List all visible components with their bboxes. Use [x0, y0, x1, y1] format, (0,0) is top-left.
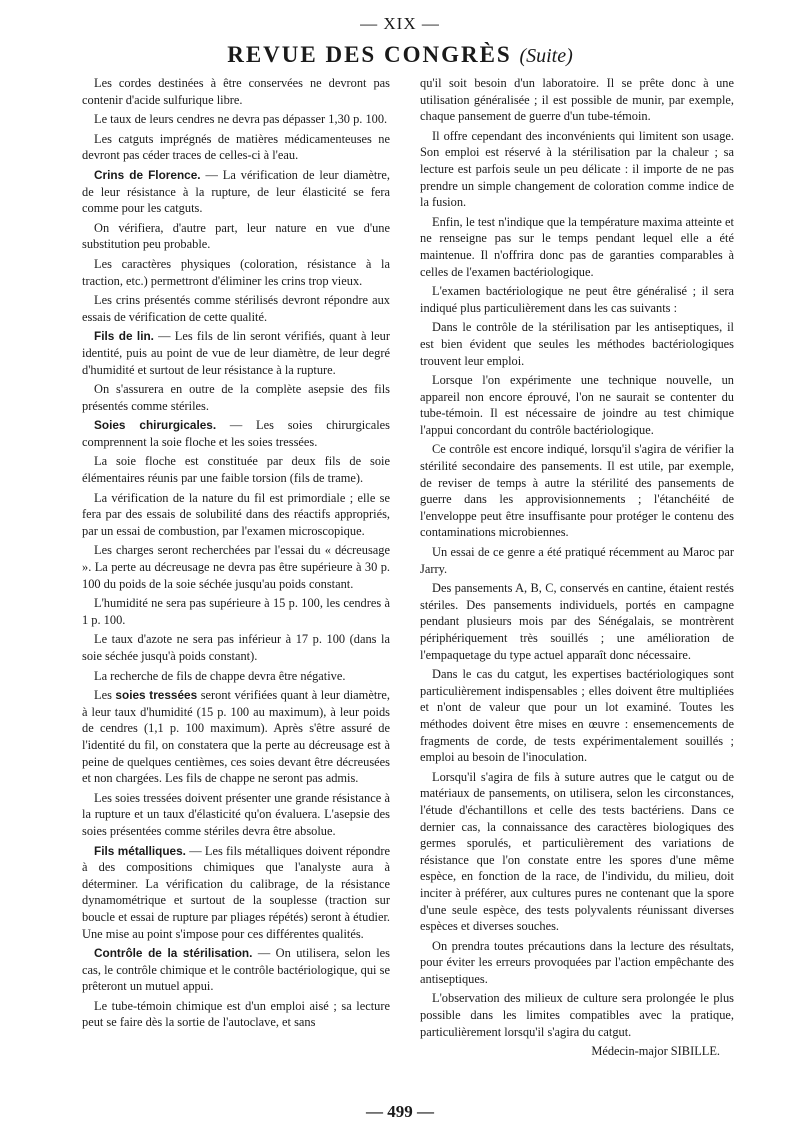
- paragraph: Les caractères physiques (coloration, résistance à la traction, etc.) permettront d'éliminer les crins trop vieux.: [82, 256, 390, 288]
- paragraph: Un essai de ce genre a été pratiqué récemment au Maroc par Jarry.: [420, 545, 734, 576]
- section-heading-fils-lin: Fils de lin.: [94, 329, 154, 344]
- paragraph: qu'il soit besoin d'un laboratoire. Il se prête donc à une utilisation généralisée ; il est possible de munir, par exemple, chaque pansement de guerre d'un tube-témoin.: [420, 76, 734, 124]
- left-column: [82, 75, 390, 1034]
- right-column: [420, 75, 734, 1063]
- page-title-text: REVUE DES CONGRÈS: [227, 42, 512, 67]
- paragraph-text: seront vérifiées quant à leur diamètre, à leur taux d'humidité (15 p. 100 au maximum), à leur poids de cendres (1,1 p. 100 maximum). Après s'être assuré de l'identité du fil, on constatera que la perte au décreusage est à peine de quelques centièmes, ces soies devant être décreusées et non chargées. Les fils de chappe ne seront pas admis.: [82, 688, 390, 786]
- paragraph: Les charges seront recherchées par l'essai du « décreusage ». La perte au décreusage ne devra pas être supérieure à 30 p. 100 du poids de la soie séchée jusqu'au poids constant.: [82, 543, 390, 591]
- paragraph: Lorsque l'on expérimente une technique nouvelle, un appareil non encore éprouvé, l'on ne saurait se contenter du tube-témoin. Il est nécessaire de joindre au test chimique l'appui concordant du contrôle bactériologique.: [420, 373, 734, 437]
- paragraph: Les crins présentés comme stérilisés devront répondre aux essais de vérification de cette qualité.: [82, 293, 390, 324]
- paragraph: Lorsqu'il s'agira de fils à suture autres que le catgut ou de matériaux de pansements, on utilisera, selon les circonstances, l'étude d'échantillons et celle des tests bactériens. Dans ce dernier cas, la connaissance des caractères biologiques des germes sporulés, et particulièrement des variations de résistance que l'on constate entre les spores d'une même espèce, en fonction de la race, de l'individu, du milieu, doit inciter à préférer, aux cultures pures ne contenant que la spore d'une seule espèce, des tests polyvalents réunissant diverses espèces et diverses souches.: [420, 769, 734, 934]
- paragraph: [82, 687, 390, 787]
- paragraph: Ce contrôle est encore indiqué, lorsqu'il s'agira de vérifier la stérilité secondaire des pansements. Il est utile, par exemple, de reviser de temps à autre la stérilité des pansements de guerre dans les approvisionnements ; l'étanchéité de l'enveloppe peut être insuffisante pour protéger le contenu des contaminations microbiennes.: [420, 442, 734, 540]
- section-heading-fils-metalliques: Fils métalliques.: [94, 843, 186, 858]
- paragraph: [82, 843, 390, 943]
- paragraph: Des pansements A, B, C, conservés en cantine, étaient restés stériles. Des pansements individuels, portés en campagne pendant plusieurs mois par des Sénégalais, se montrèrent périphériquement très souillés ; une amélioration de l'empaquetage du type actuel apparaît donc nécessaire.: [420, 581, 734, 662]
- paragraph: Dans le cas du catgut, les expertises bactériologiques sont particulièrement indispensables ; elles doivent être multipliées et n'ont de valeur que pour un lot examiné. Toutes les méthodes doivent être mises en œuvre : ensemencements de fragments de corde, de tests expérimentalement souillés ; emploi au besoin de l'inoculation.: [420, 667, 734, 765]
- paragraph: L'observation des milieux de culture sera prolongée le plus possible dans les limites compatibles avec la pratique, particulièrement lorsqu'il s'agira du catgut.: [420, 991, 734, 1039]
- section-heading-crins: Crins de Florence.: [94, 167, 201, 182]
- paragraph: Il offre cependant des inconvénients qui limitent son usage. Son emploi est réservé à la stérilisation par la chaleur ; sa lecture est parfois seule un peu délicate : il importe de ne pas prendre un simple changement de coloration comme indice de la fusion.: [420, 128, 734, 210]
- paragraph: On vérifiera, d'autre part, leur nature en vue d'une substitution peu probable.: [82, 220, 390, 252]
- page-title-suite: (Suite): [519, 45, 573, 67]
- paragraph: On prendra toutes précautions dans la lecture des résultats, pour éviter les erreurs provoquées par l'action empêchante des antiseptiques.: [420, 938, 734, 986]
- page-title: [0, 42, 800, 68]
- section-heading-soies: Soies chirurgicales.: [94, 418, 217, 433]
- paragraph: Enfin, le test n'indique que la température maxima atteinte et ne renseigne pas sur le temps pendant lequel elle a été maintenue. Il n'offrira donc pas de garanties comparables à celles de l'examen bactériologique.: [420, 214, 734, 279]
- paragraph: [82, 328, 390, 378]
- paragraph-text: — On utilisera, selon les cas, le contrôle chimique et le contrôle bactériologique, qui se prêteront un mutuel appui.: [82, 946, 390, 994]
- paragraph: Le tube-témoin chimique est d'un emploi aisé ; sa lecture peut se faire dès la sortie de l'autoclave, et sans: [82, 998, 390, 1030]
- paragraph: Les catguts imprégnés de matières médicamenteuses ne devront pas céder traces de celles-ci à l'eau.: [82, 131, 390, 163]
- paragraph-text: — La vérification de leur diamètre, de leur résistance à la rupture, de leur élasticité se fera comme pour les catguts.: [82, 167, 390, 216]
- paragraph: Les cordes destinées à être conservées ne devront pas contenir d'acide sulfurique libre.: [82, 76, 390, 107]
- paragraph: La soie floche est constituée par deux fils de soie élémentaires réunis par une faible torsion (fils de trame).: [82, 454, 390, 486]
- paragraph: [82, 167, 390, 217]
- paragraph: On s'assurera en outre de la complète asepsie des fils présentés comme stériles.: [82, 382, 390, 413]
- paragraph: [82, 417, 390, 450]
- paragraph: Les soies tressées doivent présenter une grande résistance à la rupture et un taux d'élasticité qu'on évaluera. L'asepsie des soies présentées comme stériles devra être absolue.: [82, 790, 390, 838]
- paragraph-text: — Les soies chirurgicales comprennent la soie floche et les soies tressées.: [82, 418, 391, 449]
- bold-term: soies tressées: [115, 688, 198, 703]
- section-heading-controle: Contrôle de la stérilisation.: [94, 946, 253, 961]
- paragraph: Le taux de leurs cendres ne devra pas dépasser 1,30 p. 100.: [94, 112, 388, 127]
- page-number: — 499 —: [366, 1102, 434, 1121]
- paragraph-text: — Les fils métalliques doivent répondre à des compositions chimiques que l'analyste aura à déterminer. La vérification du calibrage, de la résistance dynamométrique et surtout de la souplesse (traction sur boucle et essai de rupture par pliages répétés) seront à étudier. Une mise au point s'impose pour ces différentes qualités.: [82, 843, 390, 941]
- paragraph-text: Les: [94, 688, 116, 703]
- paragraph: La recherche de fils de chappe devra être négative.: [94, 668, 346, 683]
- paragraph: Dans le contrôle de la stérilisation par les antiseptiques, il est bien évident que seules les méthodes bactériologiques trouvent leur emploi.: [420, 320, 734, 368]
- paragraph: L'humidité ne sera pas supérieure à 15 p. 100, les cendres à 1 p. 100.: [82, 596, 390, 627]
- author-signature: Médecin-major SIBILLE.: [591, 1044, 720, 1059]
- paragraph: Le taux d'azote ne sera pas inférieur à 17 p. 100 (dans la soie séchée jusqu'à poids constant).: [82, 632, 390, 663]
- paragraph: L'examen bactériologique ne peut être généralisé ; il sera indiqué plus particulièrement dans les cas suivants :: [420, 284, 734, 315]
- paragraph: La vérification de la nature du fil est primordiale ; elle se fera par des essais de solubilité dans des réactifs appropriés, par un essai de combustion, par l'examen microscopique.: [82, 490, 390, 538]
- paragraph-text: — Les fils de lin seront vérifiés, quant à leur identité, puis au point de vue de leur diamètre, de leur degré d'humidité et surtout de leur résistance à la rupture.: [82, 329, 390, 377]
- paragraph: [82, 945, 390, 995]
- section-roman-numeral: — XIX —: [360, 14, 440, 33]
